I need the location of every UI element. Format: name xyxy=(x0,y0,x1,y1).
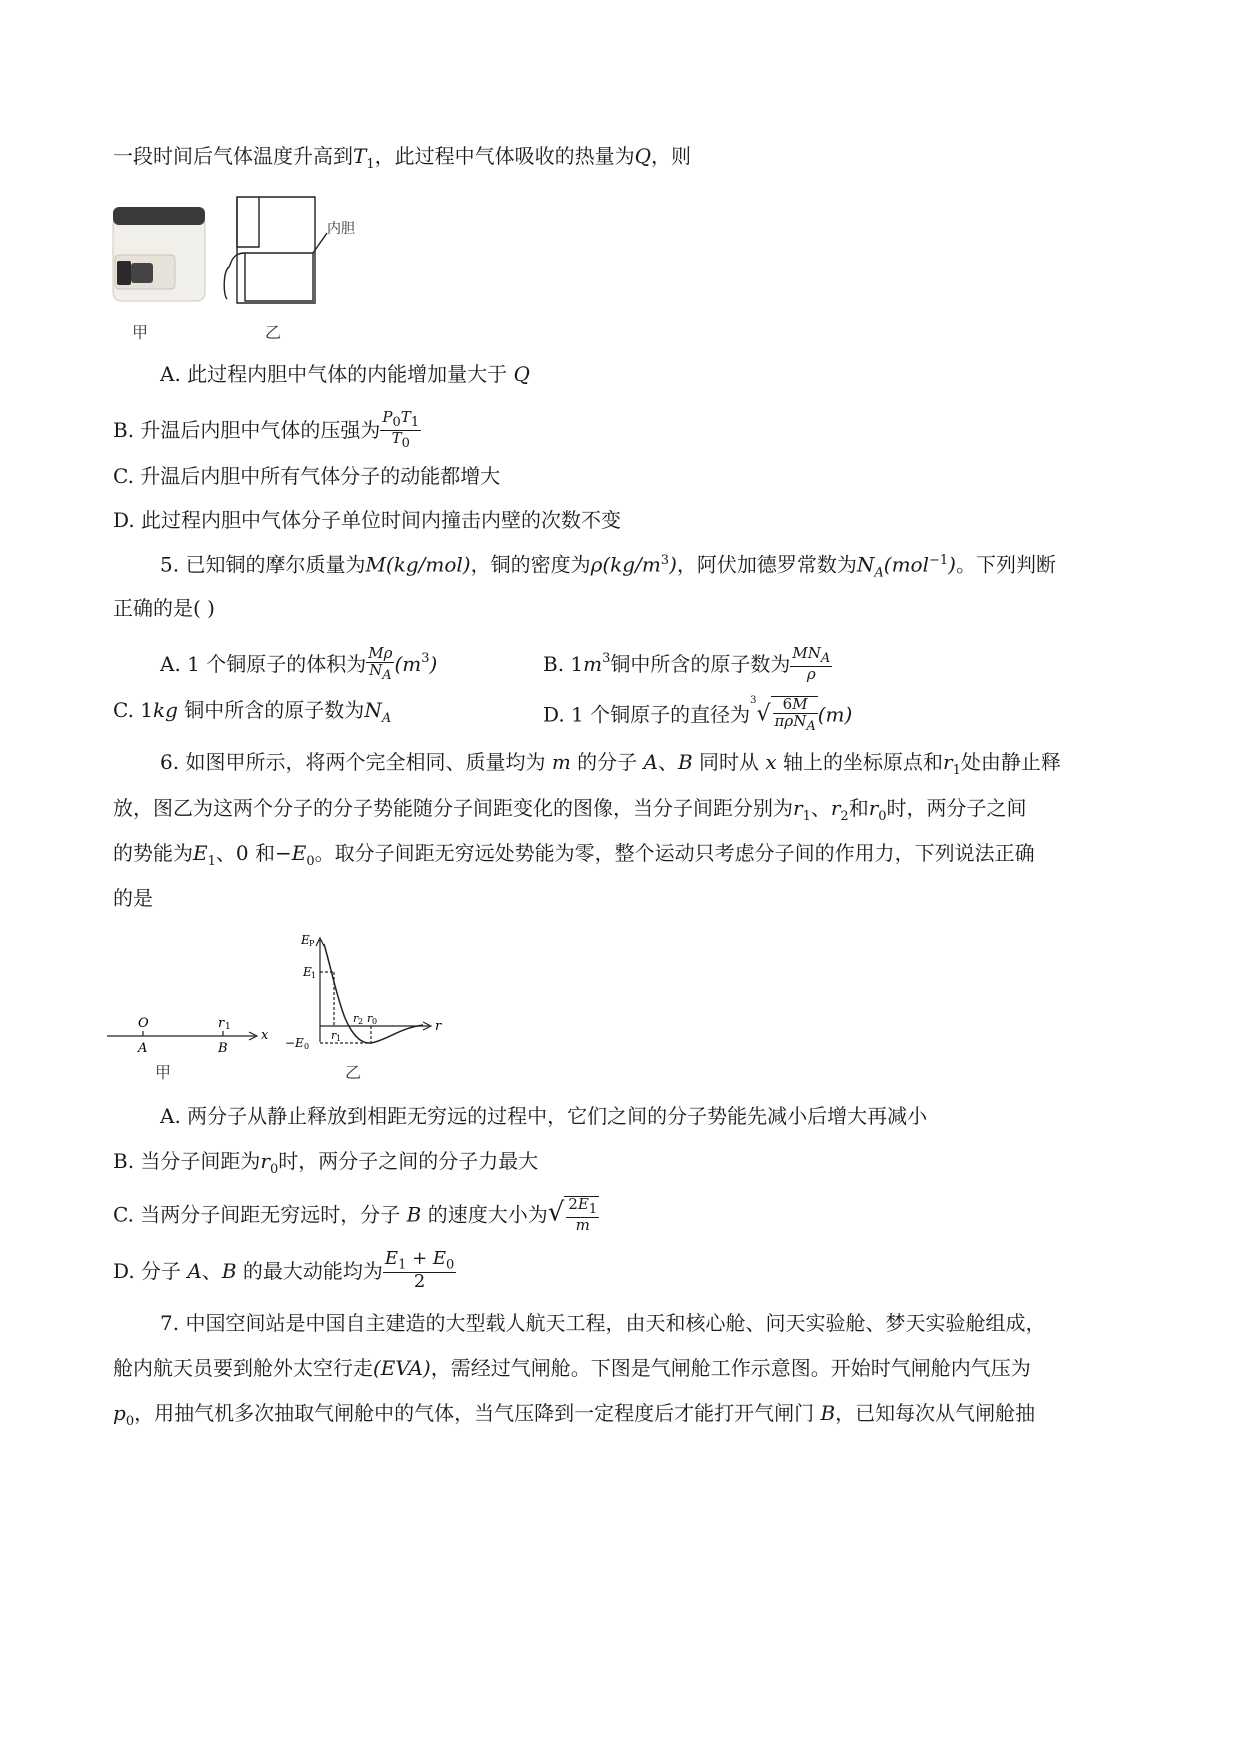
fraction-p0t1-over-t0 xyxy=(380,410,421,450)
q4-option-c: C. 升温后内胆中所有气体分子的动能都增大 xyxy=(113,464,501,488)
q5-NA-unit: (mol xyxy=(883,552,929,577)
q7-line2 xyxy=(113,1358,1031,1378)
q4-a-text: A. 此过程内胆中气体的内能增加量大于 xyxy=(160,362,508,386)
q6-option-b: B. 当分子间距为$r_0$时，两分子之间的分子力最大 xyxy=(113,1149,539,1177)
label-E1: E xyxy=(303,965,312,979)
q5-option-c: C. 1kg 铜中所含的原子数为$N_A$ xyxy=(113,698,392,726)
label-r0: r xyxy=(367,1012,373,1025)
var-m: m xyxy=(551,750,571,774)
figure2-label-jia: 甲 xyxy=(155,1063,172,1082)
label-E0-sub: 0 xyxy=(304,1042,310,1051)
q5-option-d xyxy=(543,696,852,733)
q5-option-b: B. $1m^3$铜中所含的原子数为 $\frac{MN_A}{\rho}$ xyxy=(543,644,831,683)
q6-c-text: C. 当两分子间距无穷远时，分子 xyxy=(113,1202,401,1227)
figure2-label-yi: 乙 xyxy=(345,1063,362,1082)
label-r2-sub: 2 xyxy=(358,1017,364,1026)
q5-b-text: B. 1 xyxy=(543,652,584,677)
q5-rho: ρ(kg/m xyxy=(590,552,661,577)
q6-text: 时，两分子之间 xyxy=(886,796,1027,820)
q5-c-text2: 铜中所含的原子数为 xyxy=(177,698,365,722)
q6-text: 、0 和 xyxy=(215,841,275,865)
intro-text-post: ，则 xyxy=(651,144,692,168)
q5-d-unit: (m) xyxy=(817,702,853,727)
q5-M: M(kg/mol) xyxy=(365,552,471,577)
q6-text: 同时从 xyxy=(699,750,760,774)
q5-c-text: C. 1 xyxy=(113,698,154,722)
q5-d-text: D. 1 个铜原子的直径为 xyxy=(543,702,751,727)
air-fryer-photo xyxy=(113,207,205,301)
label-r1-graph-sub: 1 xyxy=(336,1034,342,1043)
q6-text: 和 xyxy=(848,796,869,820)
q7-line3: $p_0$，用抽气机多次抽取气闸舱中的气体，当气压降到一定程度后才能打开气闸门 B，已知每次从气闸舱抽 xyxy=(113,1401,1036,1429)
ep-graph xyxy=(316,938,431,1043)
q5-NA: N xyxy=(856,552,875,577)
q6-text: 放，图乙为这两个分子的分子势能随分子间距变化的图像，当分子间距分别为 xyxy=(113,796,793,820)
q7-text: ，需经过气闸舱。下图是气闸舱工作示意图。开始时气闸舱内气压为 xyxy=(430,1356,1031,1380)
q5-text: ，铜的密度为 xyxy=(470,552,591,577)
q6-d-text2: 的最大动能均为 xyxy=(242,1259,383,1284)
label-r1-graph: r xyxy=(331,1029,337,1042)
inner-label: 内胆 xyxy=(327,221,355,237)
q4-option-a xyxy=(160,364,530,384)
air-fryer-cross-section xyxy=(224,197,327,303)
intro-text: 一段时间后气体温度升高到 xyxy=(113,144,353,168)
air-fryer-figure xyxy=(105,195,425,335)
x-axis-diagram xyxy=(107,1031,257,1040)
sub-0: 0 xyxy=(401,435,410,451)
var-T: T xyxy=(391,428,402,447)
q4-option-b xyxy=(113,410,421,450)
q5-text: ，阿伏加德罗常数为 xyxy=(676,552,857,577)
label-Ep: E xyxy=(301,933,310,947)
q5-option-a: A. 1 个铜原子的体积为 $\frac{M\rho}{N_A}$ $(m^3)$ xyxy=(160,644,438,683)
label-r1-sub: 1 xyxy=(225,1022,231,1032)
label-r2: r xyxy=(353,1012,359,1025)
q5-text: 。下列判断 xyxy=(955,552,1056,577)
var-T: T xyxy=(353,144,367,168)
label-minus-E0: −E xyxy=(285,1036,304,1050)
q6-d-text: D. 分子 xyxy=(113,1259,182,1284)
q7-eva: (EVA) xyxy=(373,1356,431,1380)
var-T: T xyxy=(400,408,411,426)
q6-option-a: A. 两分子从静止释放到相距无穷远的过程中，它们之间的分子势能先减小后增大再减小 xyxy=(160,1104,928,1128)
q6-stem-line4: 的是 xyxy=(113,886,153,910)
q6-text: 。取分子间距无穷远处势能为零，整个运动只考虑分子间的作用力，下列说法正确 xyxy=(314,841,1035,865)
q6-b-text2: 时，两分子之间的分子力最大 xyxy=(278,1149,539,1173)
var-P: P xyxy=(382,408,393,426)
label-A: A xyxy=(138,1041,148,1056)
q6-text: 处由静止释 xyxy=(960,750,1061,774)
q6-text: 6. 如图甲所示，将两个完全相同、质量均为 xyxy=(160,750,546,774)
label-x: x xyxy=(261,1028,269,1043)
q6-b-text: B. 当分子间距为 xyxy=(113,1149,261,1173)
fraction-e1-plus-e0-over-2: $\frac{E_1 + E_0}{2}$ xyxy=(384,1248,455,1293)
q6-stem-line2: 放，图乙为这两个分子的分子势能随分子间距变化的图像，当分子间距分别为$r_1$、$r_2$和$r_0$时，两分子之间 xyxy=(113,796,1027,824)
q6-c-text2: 的速度大小为 xyxy=(427,1202,548,1227)
sub-0: 0 xyxy=(392,415,401,430)
sub-1: 1 xyxy=(410,415,420,430)
label-Ep-sub: P xyxy=(309,939,315,948)
q7-line1: 7. 中国空间站是中国自主建造的大型载人航天工程，由天和核心舱、问天实验舱、梦天实验舱组成， xyxy=(160,1311,1046,1335)
label-r0-sub: 0 xyxy=(372,1017,378,1026)
fraction-mrho-over-na: $\frac{M\rho}{N_A}$ xyxy=(368,644,393,683)
q6-text: 的分子 xyxy=(577,750,638,774)
q5-stem-line1: 5. 已知铜的摩尔质量为M(kg/mol)，铜的密度为$\rho(kg/m^3)$，阿伏加德罗常数为$N_A(mol^{-1})$。下列判断 xyxy=(160,552,1056,581)
q6-stem-line3: 的势能为$E_1$、0 和$-E_0$。取分子间距无穷远处势能为零，整个运动只考虑分子间的作用力，下列说法正确 xyxy=(113,841,1035,869)
q6-text: 的势能为 xyxy=(113,841,193,865)
q4-option-d: D. 此过程内胆中气体分子单位时间内撞击内壁的次数不变 xyxy=(113,508,622,532)
molecule-figure xyxy=(105,928,485,1058)
q6-option-c: C. 当两分子间距无穷远时，分子 B 的速度大小为√ $\frac{2E_1}{m}$ xyxy=(113,1195,598,1234)
label-r1: r xyxy=(218,1016,225,1031)
sub-1: 1 xyxy=(366,157,375,172)
q6-stem-line1: 6. 如图甲所示，将两个完全相同、质量均为 m 的分子 A、B 同时从 x 轴上的坐标原点和$r_1$处由静止释 xyxy=(160,750,1061,778)
q4-b-text: B. 升温后内胆中气体的压强为 xyxy=(113,418,381,443)
figure1-label-jia: 甲 xyxy=(132,323,149,342)
q5-stem-line2: 正确的是( ) xyxy=(113,596,215,620)
label-r: r xyxy=(435,1019,442,1034)
intro-text-mid: ，此过程中气体吸收的热量为 xyxy=(374,144,635,168)
q7-text: ，用抽气机多次抽取气闸舱中的气体，当气压降到一定程度后才能打开气闸门 xyxy=(134,1401,815,1425)
var-Q: Q xyxy=(513,362,530,386)
var-x: x xyxy=(765,750,777,774)
label-B: B xyxy=(218,1041,228,1056)
q5-text: 5. 已知铜的摩尔质量为 xyxy=(160,552,366,577)
fraction-mna-over-rho: $\frac{MN_A}{\rho}$ xyxy=(792,644,831,683)
label-O: O xyxy=(138,1016,149,1031)
figure1-label-yi: 乙 xyxy=(265,323,282,342)
q6-text: 轴上的坐标原点和 xyxy=(783,750,944,774)
q5-a-unit: (m xyxy=(394,652,422,677)
q7-text: ，已知每次从气闸舱抽 xyxy=(835,1401,1036,1425)
sqrt-2e1-over-m: √ $\frac{2E_1}{m}$ xyxy=(547,1195,598,1234)
cube-root: $^3$√ $\frac{6M}{\pi\rho N_A}$ xyxy=(750,695,816,734)
q6-option-d: D. 分子 A、B 的最大动能均为 $\frac{E_1 + E_0}{2}$ xyxy=(113,1248,455,1293)
var-Q: Q xyxy=(634,144,652,168)
q5-b-text2: 铜中所含的原子数为 xyxy=(610,652,791,677)
label-E1-sub: 1 xyxy=(311,971,317,980)
intro-line xyxy=(113,146,691,171)
q7-text: 舱内航天员要到舱外太空行走 xyxy=(113,1356,373,1380)
q5-a-text: A. 1 个铜原子的体积为 xyxy=(160,652,367,677)
